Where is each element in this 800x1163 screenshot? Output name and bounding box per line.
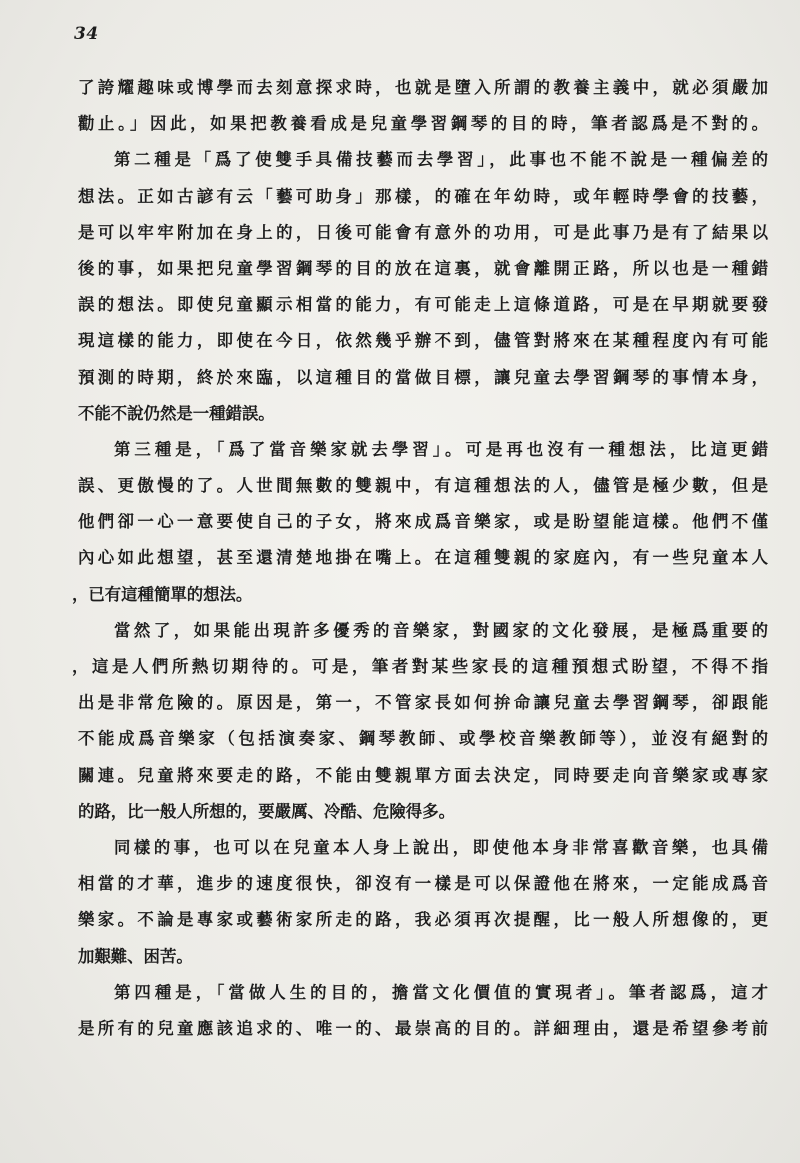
- text-line: 第三種是，「爲了當音樂家就去學習」。可是再也沒有一種想法，比這更錯: [114, 439, 768, 459]
- text-line: 的路，比一般人所想的，要嚴厲、冷酷、危險得多。: [78, 801, 455, 821]
- text-line: 勸止。」因此，如果把教養看成是兒童學習鋼琴的目的時，筆者認爲是不對的。: [78, 114, 768, 134]
- text-line: 誤的想法。即使兒童顯示相當的能力，有可能走上這條道路，可是在早期就要發: [78, 295, 768, 315]
- text-line: 他們卻一心一意要使自己的子女，將來成爲音樂家，或是盼望能這樣。他們不僅: [78, 512, 768, 532]
- text-line: 同樣的事，也可以在兒童本人身上說出，即使他本身非常喜歡音樂，也具備: [114, 837, 768, 857]
- text-line: 樂家。不論是專家或藝術家所走的路，我必須再次提醒，比一般人所想像的，更: [78, 910, 768, 930]
- text-line: 現這樣的能力，即使在今日，依然幾乎辦不到，儘管對將來在某種程度內有可能: [78, 331, 768, 351]
- text-line: 不能不說仍然是一種錯誤。: [78, 403, 275, 423]
- text-line: 預測的時期，終於來臨，以這種目的當做目標，讓兒童去學習鋼琴的事情本身，: [78, 367, 768, 387]
- text-line: 是所有的兒童應該追求的、唯一的、最崇高的目的。詳細理由，還是希望參考前: [78, 1018, 768, 1038]
- text-line: 不能成爲音樂家（包括演奏家、鋼琴教師、或學校音樂教師等），並沒有絕對的: [78, 729, 768, 749]
- text-line: 第二種是「爲了使雙手具備技藝而去學習」，此事也不能不說是一種偏差的: [114, 150, 768, 170]
- text-line: 關連。兒童將來要走的路，不能由雙親單方面去決定，同時要走向音樂家或專家: [78, 765, 768, 785]
- body-text: [72, 70, 768, 1047]
- text-line: ，這是人們所熱切期待的。可是，筆者對某些家長的這種預想式盼望，不得不指: [72, 657, 768, 676]
- text-line: 加艱難、困苦。: [78, 946, 193, 966]
- text-line: 相當的才華，進步的速度很快，卻沒有一樣是可以保證他在將來，一定能成爲音: [78, 874, 768, 894]
- text-line: 當然了，如果能出現許多優秀的音樂家，對國家的文化發展，是極爲重要的: [114, 620, 768, 640]
- page-number: 34: [74, 24, 99, 44]
- text-line: 了誇耀趣味或博學而去刻意探求時，也就是墮入所謂的教養主義中，就必須嚴加: [78, 78, 768, 97]
- text-line: 後的事，如果把兒童學習鋼琴的目的放在這裏，就會離開正路，所以也是一種錯: [78, 258, 768, 278]
- text-line: 想法。正如古諺有云「藝可助身」那樣，的確在年幼時，或年輕時學會的技藝，: [78, 186, 768, 206]
- text-line: ，已有這種簡單的想法。: [72, 584, 253, 604]
- text-line: 是可以牢牢附加在身上的，日後可能會有意外的功用，可是此事乃是有了結果以: [78, 222, 768, 242]
- text-line: 出是非常危險的。原因是，第一，不管家長如何拚命讓兒童去學習鋼琴，卻跟能: [78, 693, 768, 713]
- text-line: 內心如此想望，甚至還清楚地掛在嘴上。在這種雙親的家庭內，有一些兒童本人: [78, 548, 768, 568]
- text-line: 第四種是，「當做人生的目的，擔當文化價值的實現者」。筆者認爲，這才: [114, 982, 768, 1002]
- text-line: 誤、更傲慢的了。人世間無數的雙親中，有這種想法的人，儘管是極少數，但是: [78, 476, 768, 496]
